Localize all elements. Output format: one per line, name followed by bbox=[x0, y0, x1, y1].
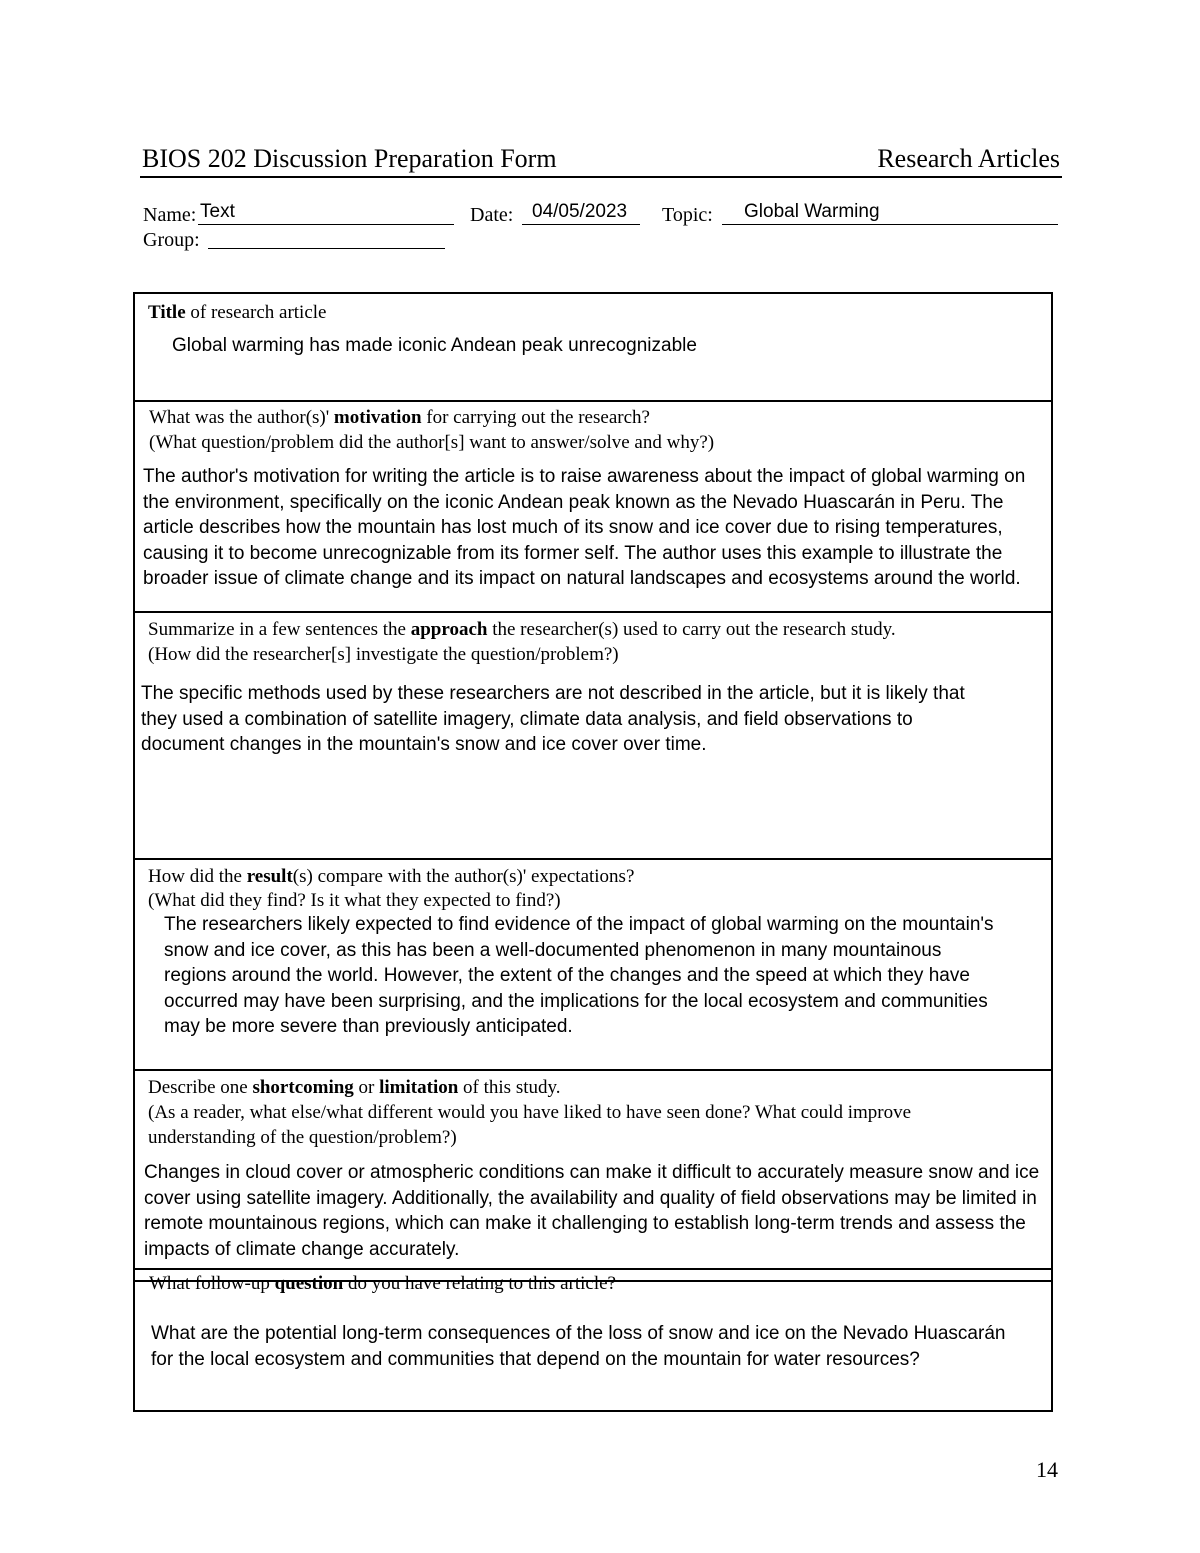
approach-section bbox=[135, 613, 1051, 857]
motivation-subprompt: (What question/problem did the author[s] want to answer/solve and why?) bbox=[149, 432, 715, 453]
topic-value: Global Warming bbox=[744, 201, 880, 222]
question-section bbox=[135, 1271, 1051, 1408]
results-section bbox=[135, 860, 1051, 1069]
results-prompt: How did the result(s) compare with the author(s)' expectations? bbox=[148, 866, 635, 887]
limitation-answer[interactable]: Changes in cloud cover or atmospheric conditions can make it difficult to accurately measure snow and ice cover using satellite imagery. Additionally, the availability and quality of field observations may be limited in remote mountainous regions, which can make it challenging to establish long-term trends and assess the impacts of climate change accurately. bbox=[144, 1162, 1040, 1260]
limitation-subprompt: (As a reader, what else/what different would you have liked to have seen done? What could improve bbox=[148, 1102, 912, 1123]
approach-prompt: Summarize in a few sentences the approach the researcher(s) used to carry out the research study. bbox=[148, 619, 896, 640]
title-section bbox=[135, 294, 1051, 400]
name-field[interactable] bbox=[198, 200, 454, 225]
results-answer[interactable]: The researchers likely expected to find evidence of the impact of global warming on the mountain's snow and ice cover, as this has been a well-documented phenomenon in many mountainous regions around the world. However, the extent of the changes and the speed at which they have occurred may have been surprising, and the implications for the local ecosystem and communities may be more severe than previously anticipated. bbox=[164, 914, 994, 1037]
question-prompt: What follow-up question do you have relating to this article? bbox=[149, 1273, 616, 1294]
question-answer[interactable]: What are the potential long-term consequences of the loss of snow and ice on the Nevado Huascarán for the local ecosystem and communities that depend on the mountain for water resources? bbox=[151, 1323, 1006, 1370]
form-category: Research Articles bbox=[877, 144, 1060, 173]
form-title: BIOS 202 Discussion Preparation Form bbox=[142, 144, 557, 173]
group-field[interactable] bbox=[208, 224, 445, 249]
limitation-section bbox=[135, 1071, 1051, 1268]
topic-label: Topic: bbox=[662, 204, 713, 226]
motivation-answer[interactable]: The author's motivation for writing the article is to raise awareness about the impact of global warming on the environment, specifically on the iconic Andean peak known as the Nevado Huascarán in Peru. The article describes how the mountain has lost much of its snow and ice cover due to rising temperatures, causing it to become unrecognizable from its former self. The author uses this example to illustrate the broader issue of climate change and its impact on natural landscapes and ecosystems around the world. bbox=[143, 466, 1026, 589]
motivation-prompt: What was the author(s)' motivation for carrying out the research? bbox=[149, 407, 650, 428]
limitation-subprompt-2: understanding of the question/problem?) bbox=[148, 1127, 457, 1148]
form-header bbox=[140, 142, 1062, 178]
title-prompt: Title of research article bbox=[148, 302, 327, 323]
motivation-section bbox=[135, 402, 1051, 611]
limitation-prompt: Describe one shortcoming or limitation of this study. bbox=[148, 1077, 561, 1098]
date-value: 04/05/2023 bbox=[532, 201, 628, 222]
divider bbox=[135, 1268, 1051, 1270]
approach-answer[interactable]: The specific methods used by these researchers are not described in the article, but it is likely that they used a combination of satellite imagery, climate data analysis, and field observations to document changes in the mountain's snow and ice cover over time. bbox=[141, 683, 965, 755]
name-label: Name: bbox=[143, 204, 197, 226]
title-answer[interactable]: Global warming has made iconic Andean peak unrecognizable bbox=[172, 335, 697, 356]
page-number: 14 bbox=[1036, 1457, 1058, 1482]
name-value: Text bbox=[200, 201, 235, 222]
research-form-table bbox=[133, 292, 1053, 1412]
approach-subprompt: (How did the researcher[s] investigate the question/problem?) bbox=[148, 644, 619, 665]
group-label: Group: bbox=[143, 229, 200, 251]
date-label: Date: bbox=[470, 204, 514, 226]
results-subprompt: (What did they find? Is it what they expected to find?) bbox=[148, 890, 561, 911]
